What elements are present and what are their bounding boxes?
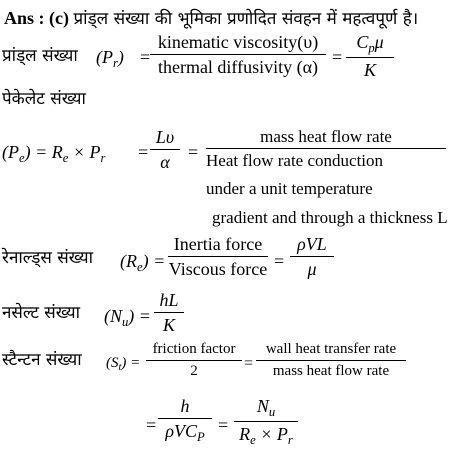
stanton-denominator2: mass heat flow rate (272, 363, 390, 379)
reynolds-symbol: $(R_e)$ = (120, 251, 166, 274)
reynolds-denominator: Viscous force (168, 259, 268, 279)
prandtl-symbol: $(P_r)$ (96, 47, 124, 70)
answer-text: प्रांड्ल संख्या की भूमिका प्रणोदित संवहन में महत्वपूर्ण है। (73, 9, 419, 29)
stanton-fraction3 (158, 397, 212, 443)
stanton-fraction2 (256, 342, 406, 379)
prandtl-numerator: kinematic viscosity(υ) (157, 32, 319, 52)
prandtl-denominator2: K (363, 60, 376, 81)
peclet-denominator2: Heat flow rate conduction (206, 151, 384, 170)
stanton-symbol: $(S_t)$ = (106, 355, 141, 374)
prandtl-label: प्रांड्ल संख्या (2, 46, 78, 66)
reynolds-numerator: Inertia force (173, 234, 263, 254)
reynolds-label: रेनाल्ड्स संख्या (2, 248, 93, 268)
peclet-lhs: $(P_e) = R_e \times P_r$ (2, 142, 106, 165)
peclet-fraction2 (206, 128, 446, 169)
stanton-numerator4: $N_u$ (256, 396, 276, 419)
peclet-fraction (150, 128, 180, 171)
prandtl-denominator: thermal diffusivity (α) (157, 57, 319, 77)
peclet-label: पेकेलेट संख्या (2, 89, 86, 109)
peclet-numerator: Lυ (155, 127, 175, 147)
nusselt-label: नसेल्ट संख्या (2, 303, 81, 323)
stanton-eq3: = (146, 415, 157, 435)
stanton-numerator3: h (180, 396, 190, 416)
prandtl-eq2: = (332, 47, 343, 67)
prandtl-eq1: = (140, 47, 151, 67)
peclet-line4: gradient and through a thickness L (212, 208, 448, 227)
nusselt-denominator: K (162, 315, 175, 335)
prandtl-numerator2: $C_p\mu$ (356, 32, 384, 55)
nusselt-fraction (154, 291, 184, 334)
reynolds-eq: = (274, 251, 285, 271)
reynolds-numerator2: ρVL (297, 234, 327, 254)
answer-prefix: Ans : (4, 8, 45, 28)
stanton-numerator2: wall heat transfer rate (265, 341, 397, 357)
stanton-eq: = (244, 355, 254, 372)
prandtl-fraction (150, 33, 326, 76)
reynolds-fraction (168, 235, 268, 278)
reynolds-fraction2 (290, 235, 334, 278)
peclet-denominator: α (160, 152, 170, 172)
stanton-denominator3: ρVC$_P$ (165, 421, 205, 444)
prandtl-fraction2 (346, 33, 394, 79)
peclet-eq2: = (188, 142, 199, 162)
stanton-fraction4 (234, 397, 298, 447)
answer-line (4, 6, 418, 29)
peclet-numerator2: mass heat flow rate (260, 127, 392, 146)
stanton-eq4: = (218, 415, 229, 435)
nusselt-symbol: $(N_u)$ = (104, 306, 151, 329)
peclet-line3: under a unit temperature (206, 179, 373, 198)
nusselt-numerator: hL (159, 290, 179, 310)
reynolds-denominator2: μ (307, 259, 317, 279)
stanton-label: स्टैन्टन संख्या (2, 350, 82, 370)
peclet-eq: = (138, 142, 149, 162)
stanton-fraction (146, 342, 242, 379)
answer-option: (c) (49, 8, 69, 28)
stanton-denominator: 2 (190, 363, 198, 379)
stanton-denominator4: $R_e \times P_r$ (239, 424, 293, 448)
stanton-numerator: friction factor (152, 341, 236, 357)
